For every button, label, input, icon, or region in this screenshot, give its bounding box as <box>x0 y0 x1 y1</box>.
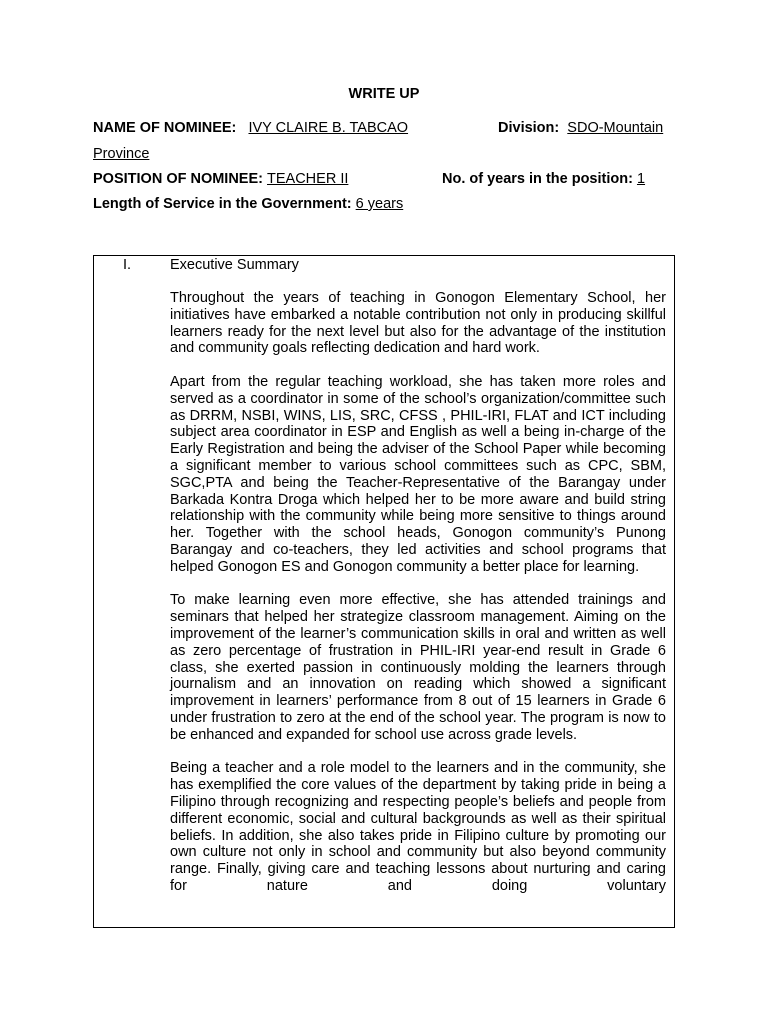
years-value: 1 <box>636 171 646 187</box>
section-body <box>170 290 666 911</box>
service-value: 6 years <box>355 196 404 212</box>
paragraph: Apart from the regular teaching workload, she has taken more roles and served as a coordinator in some of the school’s organization/committee such as DRRM, NSBI, WINS, LIS, SRC, CFSS , PHIL-IRI, FLAT and ICT including subject area coordinator in ESP and English as well a being in-charge of the Early Registration and being the adviser of the School Paper while becoming a significant member to various school committees such as CPC, SBM, SGC,PTA and being the Teacher-Representative of the Barangay under Barkada Kontra Droga which helped her to be more aware and build string relationship with the community while being more sensitive to things around her. Together with the school heads, Gonogon community’s Punong Barangay and co-teachers, they led activities and school programs that helped Gonogon ES and Gonogon community a better place for learning. <box>170 373 666 575</box>
position-value: TEACHER II <box>267 171 349 187</box>
years-field <box>442 171 645 187</box>
paragraph: Throughout the years of teaching in Gonogon Elementary School, her initiatives have embarked a notable contribution not only in producing skillful learners ready for the next level but also for the advantage of the institution and community goals reflecting dedication and hard work. <box>170 290 666 357</box>
division-field <box>498 120 663 136</box>
section-number: I. <box>123 257 132 273</box>
section-title: Executive Summary <box>170 257 299 273</box>
service-label: Length of Service in the Government: <box>93 196 352 212</box>
nominee-row <box>93 120 675 136</box>
division-continuation <box>93 146 149 162</box>
paragraph: Being a teacher and a role model to the learners and in the community, she has exemplified the core values of the department by taking pride in being a Filipino through recognizing and respecting people’s beliefs and people from different economic, social and cultural backgrounds as well as their spiritual beliefs. In addition, she also takes pride in Filipino culture by promoting our own culture not only in school and community but also beyond community range. Finally, giving care and teaching lessons about nurturing and caring for nature and doing voluntary <box>170 760 666 894</box>
paragraph: To make learning even more effective, she has attended trainings and seminars that helped her strategize classroom management. Aiming on the improvement of the learner’s communication skills in oral and written as well as zero percentage of frustration in PHIL-IRI year-end result in Grade 6 class, she exerted passion in continuously molding the learners through journalism and an innovation on reading which showed a significant improvement in learners’ performance from 8 out of 15 learners in Grade 6 under frustration to zero at the end of the school year. The program is now to be enhanced and expanded for school use across grade levels. <box>170 592 666 743</box>
service-row <box>93 196 403 212</box>
document-title: WRITE UP <box>348 86 420 102</box>
executive-summary-box <box>93 255 675 928</box>
nominee-name: IVY CLAIRE B. TABCAO <box>248 120 409 136</box>
division-value-line2: Province <box>93 146 150 162</box>
nominee-label: NAME OF NOMINEE: <box>93 120 237 136</box>
position-row <box>93 171 675 187</box>
years-label: No. of years in the position: <box>442 171 633 187</box>
position-label: POSITION OF NOMINEE: <box>93 171 263 187</box>
division-value-line1: SDO-Mountain <box>567 120 664 136</box>
division-label: Division: <box>498 120 560 136</box>
